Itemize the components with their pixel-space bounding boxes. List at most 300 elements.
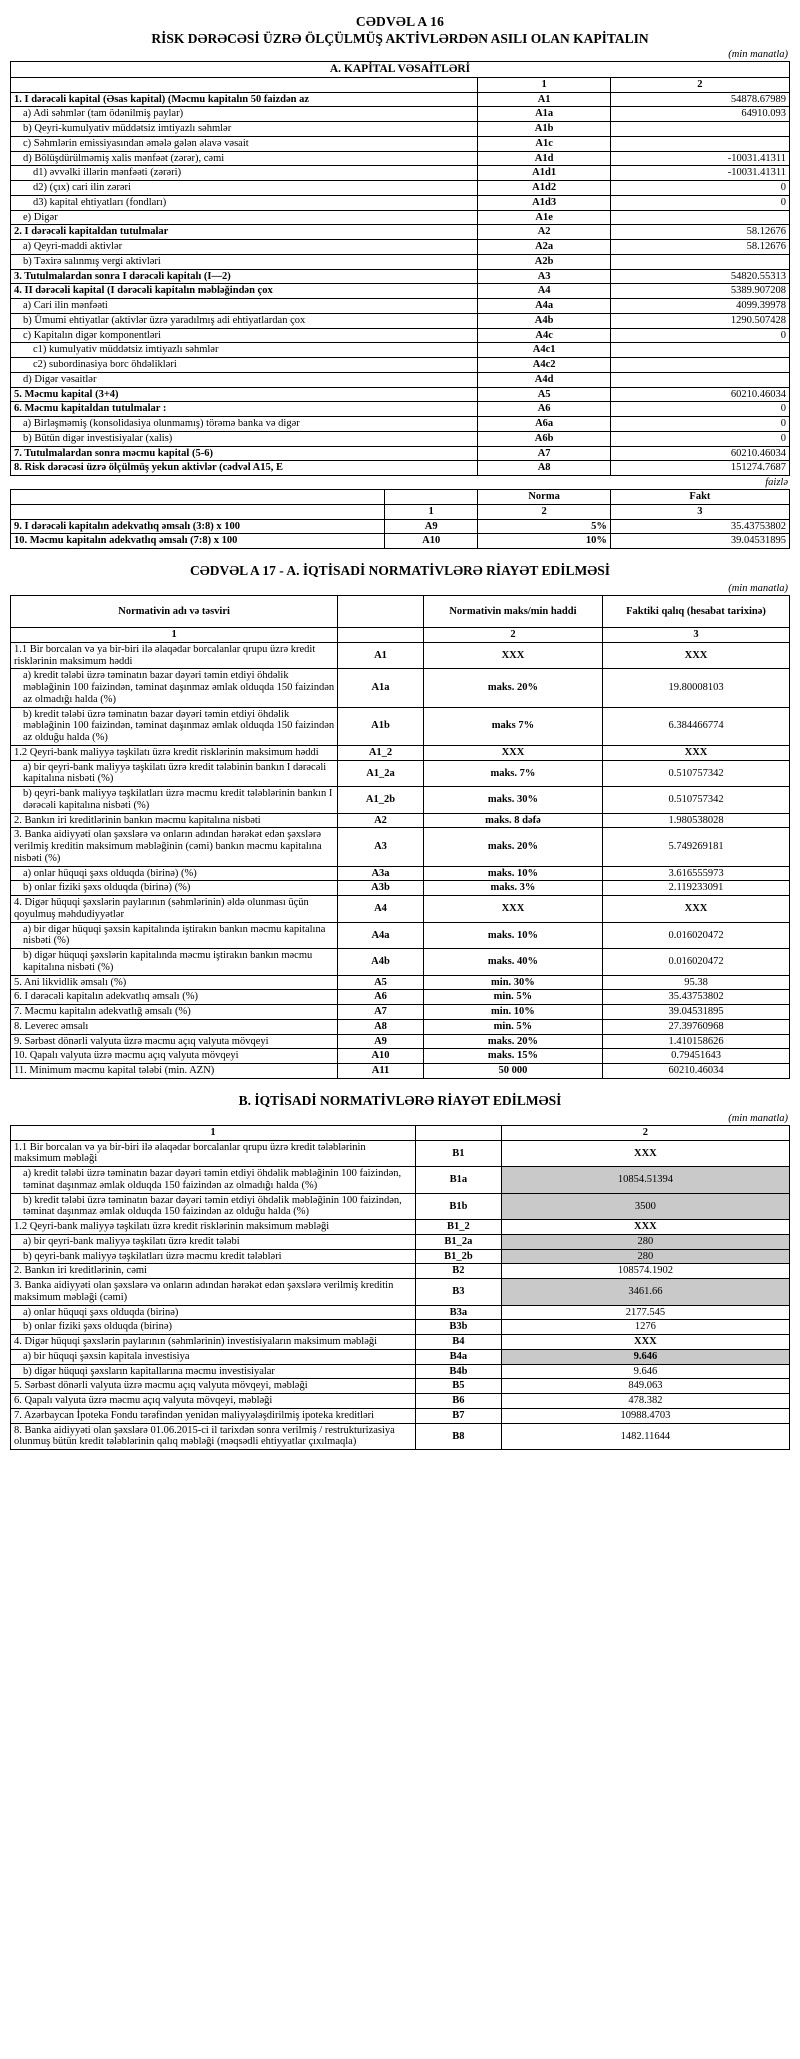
row-limit: maks. 20% — [423, 669, 602, 707]
row-value: 1290.507428 — [610, 313, 789, 328]
row-code: B5 — [416, 1379, 502, 1394]
row-fact: 60210.46034 — [603, 1064, 790, 1079]
row-label: b) Bütün digər investisiyalar (xalis) — [11, 431, 478, 446]
a17a-head-fact: Faktiki qalıq (hesabat tarixinə) — [603, 596, 790, 628]
row-code: A3a — [338, 866, 424, 881]
table-b-unit: (min manatla) — [728, 1112, 788, 1124]
row-code: A1_2 — [338, 745, 424, 760]
ratio-head-norma: Norma — [478, 490, 610, 505]
row-label: b) Ümumi ehtiyatlar (aktivlər üzrə yaradılmış adi ehtiyatlardan çox — [11, 313, 478, 328]
row-code: B1 — [416, 1140, 502, 1167]
table-row — [11, 446, 790, 461]
row-limit: min. 10% — [423, 1005, 602, 1020]
row-label: a) onlar hüquqi şəxs olduqda (birinə) (%) — [11, 866, 338, 881]
row-label: c) Səhmlərin emissiyasından əmələ gələn əlavə vəsait — [11, 136, 478, 151]
row-fact: 27.39760968 — [603, 1019, 790, 1034]
table-row — [11, 254, 790, 269]
table-row — [11, 107, 790, 122]
row-code: A4 — [478, 284, 610, 299]
a17a-head-code — [338, 596, 424, 628]
row-label: a) bir digər hüquqi şəxsin kapitalında iştirakın bankın məcmu kapitalına nisbəti (%) — [11, 922, 338, 949]
table-row — [11, 866, 790, 881]
row-label: e) Digər — [11, 210, 478, 225]
table-row — [11, 787, 790, 814]
row-label: b) kredit tələbi üzrə təminatın bazar dəyəri təmin etdiyi öhdəlik məbləğinin 100 faizindən, təminat daşınmaz əmlak olduqda 150 faizindən az olduğu halda (%) — [11, 1193, 416, 1220]
row-code: A4c1 — [478, 343, 610, 358]
row-code: A7 — [338, 1005, 424, 1020]
row-code: B4 — [416, 1335, 502, 1350]
b-col-num-2: 2 — [501, 1125, 789, 1140]
row-label: 3. Banka aidiyyəti olan şəxslərə və onların adından hərəkət edən şəxslərə verilmiş kreditin maksimum məbləğinin (cəmi) bankın məcmu kapitalına nisbəti (%) — [11, 828, 338, 866]
row-code: A4c2 — [478, 358, 610, 373]
row-label: a) Adi səhmlər (tam ödənilmiş paylar) — [11, 107, 478, 122]
row-limit: maks. 15% — [423, 1049, 602, 1064]
table-row — [11, 1140, 790, 1167]
row-fact: XXX — [603, 745, 790, 760]
row-value: 151274.7687 — [610, 461, 789, 476]
row-code: B2 — [416, 1264, 502, 1279]
table-row — [11, 166, 790, 181]
ratio-head-blank1 — [11, 490, 385, 505]
table-row — [11, 1167, 790, 1194]
table-row — [11, 136, 790, 151]
row-code: A6b — [478, 431, 610, 446]
row-code: B6 — [416, 1394, 502, 1409]
row-code: A1d2 — [478, 181, 610, 196]
row-value: 9.646 — [501, 1364, 789, 1379]
row-code: B1a — [416, 1167, 502, 1194]
table-row — [11, 1335, 790, 1350]
row-code: A10 — [338, 1049, 424, 1064]
row-code: A7 — [478, 446, 610, 461]
table-row — [11, 1279, 790, 1306]
row-code: A4 — [338, 896, 424, 923]
table-a16-title-line2: RİSK DƏRƏCƏSİ ÜZRƏ ÖLÇÜLMÜŞ AKTİVLƏRDƏN ASILI OLAN KAPİTALIN — [151, 31, 649, 46]
table-b — [10, 1125, 790, 1450]
row-label: b) qeyri-bank maliyyə təşkilatları üzrə məcmu kredit tələblərinin bankın I dərəcəli kapitalına nisbəti (%) — [11, 787, 338, 814]
row-limit: maks. 10% — [423, 922, 602, 949]
row-value: 849.063 — [501, 1379, 789, 1394]
ratio-label: 9. I dərəcəli kapitalın adekvatlıq əmsalı (3:8) x 100 — [11, 519, 385, 534]
row-limit: maks 7% — [423, 707, 602, 745]
table-row — [11, 402, 790, 417]
table-row — [11, 828, 790, 866]
table-row — [11, 358, 790, 373]
row-label: a) kredit tələbi üzrə təminatın bazar dəyəri təmin etdiyi öhdəlik məbləğinin 100 faizindən, təminat daşınmaz əmlak olduqda 150 faizindən az olmadığı halda (%) — [11, 1167, 416, 1194]
row-label: 6. Məcmu kapitaldan tutulmalar : — [11, 402, 478, 417]
row-code: A4b — [338, 949, 424, 976]
row-value: XXX — [501, 1220, 789, 1235]
row-label: b) onlar fiziki şəxs olduqda (birinə) (%) — [11, 881, 338, 896]
table-row — [11, 151, 790, 166]
table-row — [11, 707, 790, 745]
row-code: A2b — [478, 254, 610, 269]
row-label: 1.1 Bir borcalan və ya bir-biri ilə əlaqədar borcalanlar qrupu üzrə kredit tələblərinin maksimum məbləği — [11, 1140, 416, 1167]
row-code: A8 — [338, 1019, 424, 1034]
row-code: B1_2b — [416, 1249, 502, 1264]
row-value: 60210.46034 — [610, 446, 789, 461]
row-label: 1. I dərəcəli kapital (Əsas kapital) (Məcmu kapitalın 50 faizdən az — [11, 92, 478, 107]
row-value: -10031.41311 — [610, 151, 789, 166]
row-limit: maks. 7% — [423, 760, 602, 787]
row-value: -10031.41311 — [610, 166, 789, 181]
row-fact: 3.616555973 — [603, 866, 790, 881]
row-limit: maks. 30% — [423, 787, 602, 814]
row-label: c2) subordinasiya borc öhdəlikləri — [11, 358, 478, 373]
row-label: a) bir hüquqi şəxsin kapitala investisiya — [11, 1349, 416, 1364]
table-row — [11, 534, 790, 549]
row-label: 6. I dərəcəli kapitalın adekvatlıq əmsalı (%) — [11, 990, 338, 1005]
row-label: b) kredit tələbi üzrə təminatın bazar dəyəri təmin etdiyi öhdəlik məbləğinin 100 faizindən, təminat daşınmaz əmlak olduqda 150 faizindən az olduğu halda (%) — [11, 707, 338, 745]
row-label: 4. Digər hüquqi şəxslərin paylarının (səhmlərinin) investisiyaların maksimum məbləği — [11, 1335, 416, 1350]
row-code: B7 — [416, 1408, 502, 1423]
row-label: a) bir qeyri-bank maliyyə təşkilatı üzrə kredit tələbi — [11, 1234, 416, 1249]
row-label: 8. Leverec əmsalı — [11, 1019, 338, 1034]
table-row — [11, 431, 790, 446]
row-label: d) Digər vəsaitlər — [11, 372, 478, 387]
table-row — [11, 343, 790, 358]
row-label: 2. Bankın iri kreditlərinin bankın məcmu kapitalına nisbəti — [11, 813, 338, 828]
table-row — [11, 284, 790, 299]
table-a16-section-header-row — [11, 62, 790, 78]
table-row — [11, 813, 790, 828]
table-row — [11, 1005, 790, 1020]
row-value — [610, 136, 789, 151]
row-code: A4d — [478, 372, 610, 387]
row-value: 1482.11644 — [501, 1423, 789, 1450]
row-value — [610, 343, 789, 358]
row-label: d2) (çıx) cari ilin zərəri — [11, 181, 478, 196]
row-value: 54878.67989 — [610, 92, 789, 107]
row-label: 2. Bankın iri kreditlərinin, cəmi — [11, 1264, 416, 1279]
ratio-col-num-3: 3 — [610, 504, 789, 519]
table-row — [11, 642, 790, 669]
row-fact: 19.80008103 — [603, 669, 790, 707]
table-row — [11, 1364, 790, 1379]
row-value: 10854.51394 — [501, 1167, 789, 1194]
row-fact: XXX — [603, 896, 790, 923]
row-label: 5. Sərbəst dönərli valyuta üzrə məcmu açıq valyuta mövqeyi, məbləği — [11, 1379, 416, 1394]
a17a-head-name: Normativin adı və təsviri — [11, 596, 338, 628]
row-label: d1) əvvəlki illərin mənfəəti (zərəri) — [11, 166, 478, 181]
row-label: 10. Qapalı valyuta üzrə məcmu açıq valyuta mövqeyi — [11, 1049, 338, 1064]
row-code: A1c — [478, 136, 610, 151]
row-label: c1) kumulyativ müddətsiz imtiyazlı səhmlər — [11, 343, 478, 358]
table-row — [11, 1249, 790, 1264]
row-fact: 6.384466774 — [603, 707, 790, 745]
row-code: A2a — [478, 240, 610, 255]
table-row — [11, 328, 790, 343]
table-row — [11, 1349, 790, 1364]
row-fact: 2.119233091 — [603, 881, 790, 896]
row-value — [610, 210, 789, 225]
row-limit: min. 5% — [423, 990, 602, 1005]
table-a17a — [10, 595, 790, 1079]
ratio-label: 10. Məcmu kapitalın adekvatlıq əmsalı (7:8) x 100 — [11, 534, 385, 549]
row-value — [610, 372, 789, 387]
row-fact: 35.43753802 — [603, 990, 790, 1005]
row-value: 58.12676 — [610, 240, 789, 255]
row-code: A4c — [478, 328, 610, 343]
row-code: A3b — [338, 881, 424, 896]
table-row — [11, 922, 790, 949]
row-label: 3. Tutulmalardan sonra I dərəcəli kapitalı (I—2) — [11, 269, 478, 284]
col-num-1: 1 — [478, 77, 610, 92]
a17a-col-num-2: 2 — [423, 628, 602, 643]
ratio-code: A9 — [384, 519, 477, 534]
a17a-col-num-3: 3 — [603, 628, 790, 643]
row-code: A9 — [338, 1034, 424, 1049]
row-label: b) qeyri-bank maliyyə təşkilatları üzrə məcmu kredit tələbləri — [11, 1249, 416, 1264]
row-code: A4a — [478, 299, 610, 314]
row-limit: 50 000 — [423, 1064, 602, 1079]
table-row — [11, 990, 790, 1005]
row-code: B3b — [416, 1320, 502, 1335]
row-code: A1b — [338, 707, 424, 745]
row-value: 108574.1902 — [501, 1264, 789, 1279]
ratio-norma: 10% — [478, 534, 610, 549]
row-label: 1.1 Bir borcalan və ya bir-biri ilə əlaqədar borcalanlar qrupu üzrə kredit risklərinin maksimum həddi — [11, 642, 338, 669]
b-colnumber-row — [11, 1125, 790, 1140]
row-code: A2 — [478, 225, 610, 240]
table-row — [11, 519, 790, 534]
row-label: 1.2 Qeyri-bank maliyyə təşkilatı üzrə kredit risklərinin maksimum həddi — [11, 745, 338, 760]
row-label: 4. Digər hüquqi şəxslərin paylarının (səhmlərinin) əldə olunması üçün qoyulmuş məhdudiyyətlər — [11, 896, 338, 923]
row-label: c) Kapitalın digər komponentləri — [11, 328, 478, 343]
ratio-head-fakt: Fakt — [610, 490, 789, 505]
row-value — [610, 254, 789, 269]
row-label: a) Qeyri-maddi aktivlər — [11, 240, 478, 255]
row-code: A6a — [478, 417, 610, 432]
row-value: 1276 — [501, 1320, 789, 1335]
row-label: b) Təxirə salınmış vergi aktivləri — [11, 254, 478, 269]
row-code: A1d3 — [478, 195, 610, 210]
a17a-col-num-1: 1 — [11, 628, 338, 643]
table-row — [11, 92, 790, 107]
row-value: 280 — [501, 1234, 789, 1249]
row-code: A8 — [478, 461, 610, 476]
ratio-fakt: 39.04531895 — [610, 534, 789, 549]
row-value: 0 — [610, 195, 789, 210]
row-code: A6 — [338, 990, 424, 1005]
row-value: 0 — [610, 431, 789, 446]
row-fact: 0.016020472 — [603, 922, 790, 949]
table-row — [11, 1394, 790, 1409]
table-row — [11, 745, 790, 760]
row-code: A5 — [338, 975, 424, 990]
table-row — [11, 1234, 790, 1249]
ratio-col-num-1: 1 — [384, 504, 477, 519]
row-label: b) digər hüquqi şəxslərin kapitalında məcmu iştirakın bankın məcmu kapitalına nisbəti (%) — [11, 949, 338, 976]
row-code: A1a — [338, 669, 424, 707]
row-label: 5. Məcmu kapital (3+4) — [11, 387, 478, 402]
table-row — [11, 122, 790, 137]
row-value: 280 — [501, 1249, 789, 1264]
row-label: 3. Banka aidiyyəti olan şəxslərə və onların adından hərəkət edən şəxslərə verilmiş kreditin maksimum məbləği (cəmi) — [11, 1279, 416, 1306]
row-label: d) Bölüşdürülməmiş xalis mənfəət (zərər), cəmi — [11, 151, 478, 166]
row-limit: maks. 40% — [423, 949, 602, 976]
table-a16-unit: (min manatla) — [728, 49, 788, 60]
row-code: A1_2b — [338, 787, 424, 814]
row-fact: 0.79451643 — [603, 1049, 790, 1064]
row-fact: 95.38 — [603, 975, 790, 990]
table-a16-ratio-unit: faizlə — [765, 477, 788, 489]
row-label: a) Birləşməmiş (konsolidasiya olunmamış) törəmə banka və digər — [11, 417, 478, 432]
table-row — [11, 1423, 790, 1450]
row-code: A1 — [338, 642, 424, 669]
row-code: A2 — [338, 813, 424, 828]
table-row — [11, 1049, 790, 1064]
a17a-head-limit: Normativin maks/min haddi — [423, 596, 602, 628]
table-row — [11, 417, 790, 432]
table-row — [11, 387, 790, 402]
row-value: 0 — [610, 402, 789, 417]
row-limit: maks. 8 dəfə — [423, 813, 602, 828]
row-value: 3500 — [501, 1193, 789, 1220]
row-code: A6 — [478, 402, 610, 417]
table-row — [11, 313, 790, 328]
row-label: a) onlar hüquqi şəxs olduqda (birinə) — [11, 1305, 416, 1320]
row-fact: 1.980538028 — [603, 813, 790, 828]
row-code: A1d1 — [478, 166, 610, 181]
row-limit: min. 5% — [423, 1019, 602, 1034]
row-fact: 0.016020472 — [603, 949, 790, 976]
row-value: 478.382 — [501, 1394, 789, 1409]
row-limit: XXX — [423, 896, 602, 923]
document-root — [10, 14, 790, 1450]
table-row — [11, 195, 790, 210]
row-value: 10988.4703 — [501, 1408, 789, 1423]
row-value: 54820.55313 — [610, 269, 789, 284]
row-code: A3 — [478, 269, 610, 284]
col-num-2: 2 — [610, 77, 789, 92]
row-code: B1_2a — [416, 1234, 502, 1249]
row-label: 11. Minimum məcmu kapital tələbi (min. AZN) — [11, 1064, 338, 1079]
row-code: A4a — [338, 922, 424, 949]
table-row — [11, 949, 790, 976]
table-row — [11, 896, 790, 923]
table-a16 — [10, 61, 790, 476]
row-label: 2. I dərəcəli kapitaldan tutulmalar — [11, 225, 478, 240]
row-value: 0 — [610, 328, 789, 343]
table-a16-ratios — [10, 489, 790, 549]
table-row — [11, 1320, 790, 1335]
row-limit: maks. 10% — [423, 866, 602, 881]
row-label: 7. Məcmu kapitalın adekvatlığ əmsalı (%) — [11, 1005, 338, 1020]
ratio-norma: 5% — [478, 519, 610, 534]
row-label: 1.2 Qeyri-bank maliyyə təşkilatı üzrə kredit risklərinin maksimum məbləği — [11, 1220, 416, 1235]
ratio-fakt: 35.43753802 — [610, 519, 789, 534]
table-row — [11, 1408, 790, 1423]
row-limit: maks. 20% — [423, 1034, 602, 1049]
table-a16-colnumber-row — [11, 77, 790, 92]
row-code: B4a — [416, 1349, 502, 1364]
ratio-code: A10 — [384, 534, 477, 549]
table-row — [11, 1264, 790, 1279]
row-limit: XXX — [423, 745, 602, 760]
table-row — [11, 269, 790, 284]
table-a16-title-line1: CƏDVƏL A 16 — [355, 14, 445, 29]
table-row — [11, 372, 790, 387]
row-value: XXX — [501, 1140, 789, 1167]
row-fact: 1.410158626 — [603, 1034, 790, 1049]
row-value: 0 — [610, 417, 789, 432]
ratio-colnumber-row — [11, 504, 790, 519]
row-limit: XXX — [423, 642, 602, 669]
row-code: A5 — [478, 387, 610, 402]
table-row — [11, 461, 790, 476]
table-a17a-unit: (min manatla) — [728, 583, 788, 595]
row-label: 6. Qapalı valyuta üzrə məcmu açıq valyuta mövqeyi, məbləği — [11, 1394, 416, 1409]
row-value: 9.646 — [501, 1349, 789, 1364]
row-limit: min. 30% — [423, 975, 602, 990]
table-row — [11, 181, 790, 196]
row-code: A1 — [478, 92, 610, 107]
row-label: a) kredit tələbi üzrə təminatın bazar dəyəri təmin etdiyi öhdəlik məbləğinin 100 faizindən, təminat daşınmaz əmlak olduqda 150 faizindən az olmadığı halda (%) — [11, 669, 338, 707]
table-row — [11, 210, 790, 225]
table-a17a-title: CƏDVƏL A 17 - A. İQTİSADİ NORMATİVLƏRƏ RİAYƏT EDİLMƏSİ — [189, 563, 611, 579]
row-value: 3461.66 — [501, 1279, 789, 1306]
row-label: 8. Risk dərəcəsi üzrə ölçülmüş yekun aktivlər (cədvəl A15, E — [11, 461, 478, 476]
row-fact: 0.510757342 — [603, 760, 790, 787]
row-value: 4099.39978 — [610, 299, 789, 314]
row-fact: XXX — [603, 642, 790, 669]
row-code: B3a — [416, 1305, 502, 1320]
row-value: 60210.46034 — [610, 387, 789, 402]
row-code: B3 — [416, 1279, 502, 1306]
row-label: a) bir qeyri-bank maliyyə təşkilatı üzrə kredit tələbinin bankın I dərəcəli kapitalına nisbəti (%) — [11, 760, 338, 787]
row-limit: maks. 3% — [423, 881, 602, 896]
section-header-capital: A. KAPİTAL VƏSAİTLƏRİ — [11, 62, 790, 78]
a17a-header-row — [11, 596, 790, 628]
row-code: A1b — [478, 122, 610, 137]
row-code: A3 — [338, 828, 424, 866]
row-code: A1e — [478, 210, 610, 225]
a17a-colnumber-row — [11, 628, 790, 643]
row-fact: 39.04531895 — [603, 1005, 790, 1020]
row-label: 7. Azərbaycan İpoteka Fondu tərəfindən yenidən maliyyələşdirilmiş ipoteka kreditləri — [11, 1408, 416, 1423]
row-fact: 0.510757342 — [603, 787, 790, 814]
table-row — [11, 881, 790, 896]
table-b-title: B. İQTİSADİ NORMATİVLƏRƏ RİAYƏT EDİLMƏSİ — [238, 1092, 562, 1108]
row-code: B8 — [416, 1423, 502, 1450]
row-code: A11 — [338, 1064, 424, 1079]
table-row — [11, 225, 790, 240]
row-label: 5. Ani likvidlik əmsalı (%) — [11, 975, 338, 990]
ratio-col-num-2: 2 — [478, 504, 610, 519]
table-row — [11, 1305, 790, 1320]
row-code: A1d — [478, 151, 610, 166]
row-label: 7. Tutulmalardan sonra məcmu kapital (5-6) — [11, 446, 478, 461]
row-code: B1_2 — [416, 1220, 502, 1235]
row-code: A1a — [478, 107, 610, 122]
row-value — [610, 122, 789, 137]
table-row — [11, 1034, 790, 1049]
row-label: b) Qeyri-kumulyativ müddətsiz imtiyazlı səhmlər — [11, 122, 478, 137]
table-row — [11, 760, 790, 787]
ratio-header-row — [11, 490, 790, 505]
row-fact: 5.749269181 — [603, 828, 790, 866]
row-label: 8. Banka aidiyyəti olan şəxslərə 01.06.2015-ci il tarixdən sonra verilmiş / restrukturizasiya olunmuş bütün kredit tələblərinin qalıq məbləği (məqsədli ehtiyyatlar çıxılmaqla) — [11, 1423, 416, 1450]
row-value — [610, 358, 789, 373]
row-code: B1b — [416, 1193, 502, 1220]
row-label: b) digər hüquqi şəxsların kapitallarına məcmu investisiyalar — [11, 1364, 416, 1379]
row-label: d3) kapital ehtiyatları (fondları) — [11, 195, 478, 210]
table-row — [11, 669, 790, 707]
table-row — [11, 240, 790, 255]
row-value: 58.12676 — [610, 225, 789, 240]
row-code: B4b — [416, 1364, 502, 1379]
